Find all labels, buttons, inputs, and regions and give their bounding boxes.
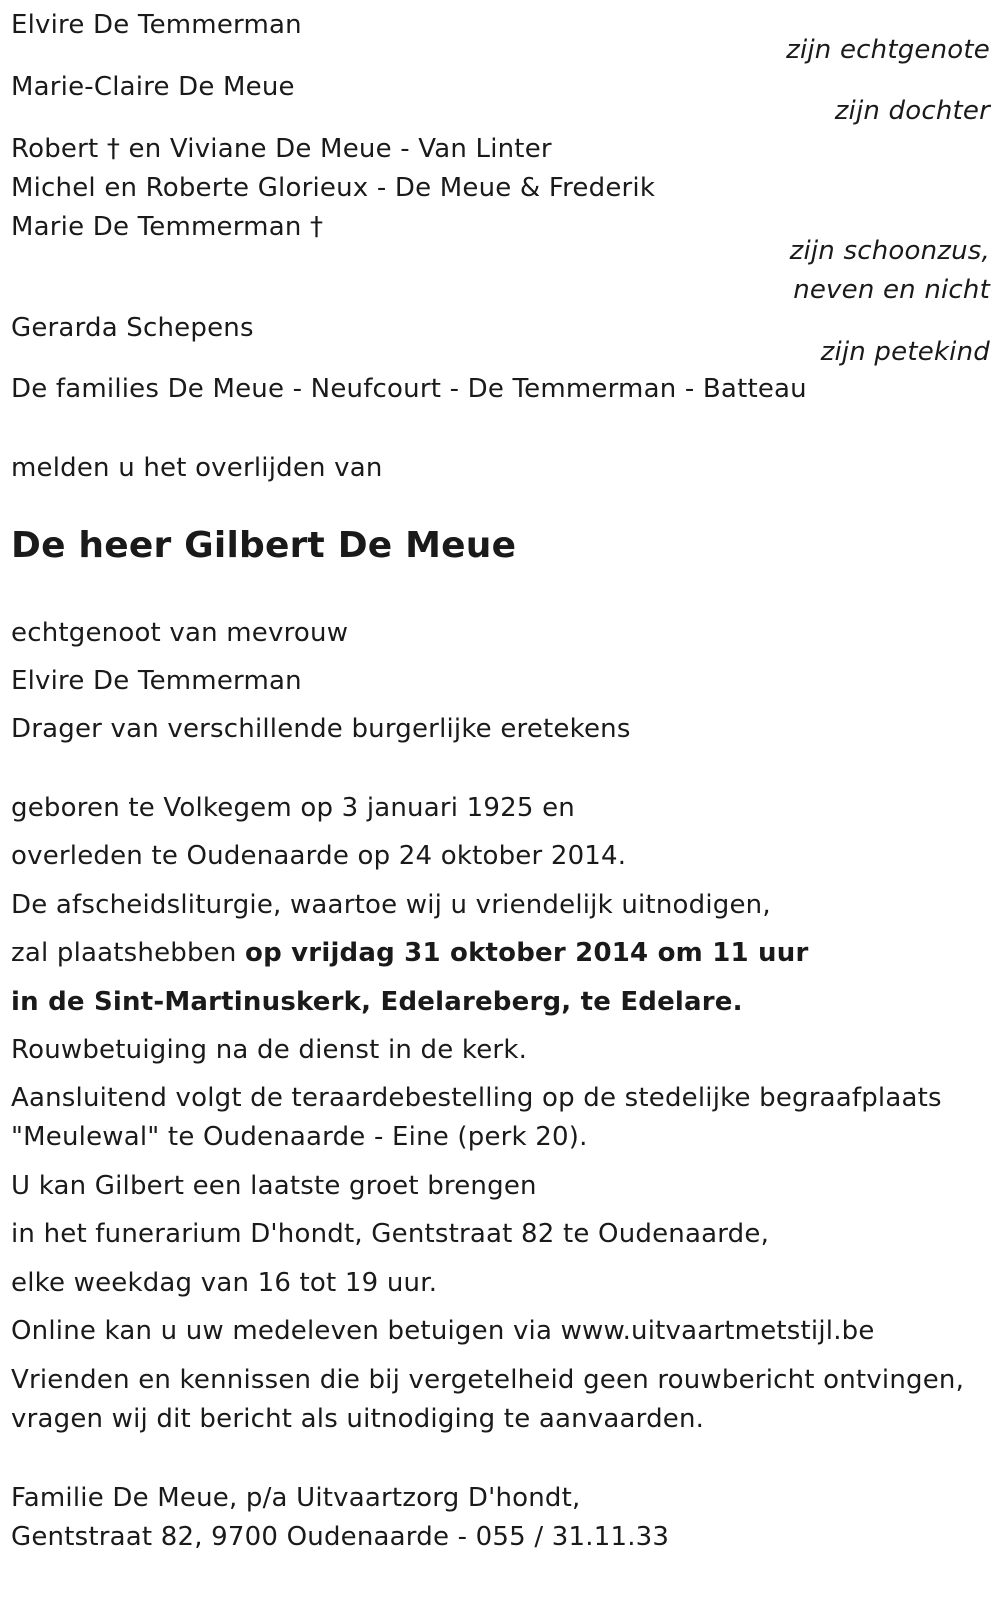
- detail-friends-2: vragen wij dit bericht als uitnodiging te aanvaarden.: [11, 1404, 705, 1434]
- detail-friends-1: Vrienden en kennissen die bij vergetelheid geen rouwbericht ontvingen,: [11, 1365, 965, 1395]
- detail-death: overleden te Oudenaarde op 24 oktober 2014.: [11, 841, 627, 871]
- detail-birth: geboren te Volkegem op 3 januari 1925 en: [11, 793, 575, 823]
- relation-spouse: zijn echtgenote: [786, 35, 990, 65]
- detail-burial-1: Aansluitend volgt de teraardebestelling op de stedelijke begraafplaats: [11, 1083, 942, 1113]
- family-line-michel: Michel en Roberte Glorieux - De Meue & Frederik: [11, 173, 656, 203]
- family-line-godchild: Gerarda Schepens: [11, 313, 254, 343]
- relation-daughter: zijn dochter: [834, 96, 990, 126]
- relation-godchild: zijn petekind: [820, 337, 990, 367]
- detail-date-line: [11, 940, 808, 966]
- contact-line-1: Familie De Meue, p/a Uitvaartzorg D'hondt,: [11, 1483, 581, 1513]
- bio-line-3: Drager van verschillende burgerlijke eretekens: [11, 714, 631, 744]
- announcement-text: melden u het overlijden van: [11, 453, 383, 483]
- detail-burial-2: "Meulewal" te Oudenaarde - Eine (perk 20).: [11, 1122, 588, 1152]
- family-line-daughter: Marie-Claire De Meue: [11, 72, 295, 102]
- deceased-name: De heer Gilbert De Meue: [11, 525, 517, 566]
- detail-condolences: Rouwbetuiging na de dienst in de kerk.: [11, 1035, 528, 1065]
- detail-liturgy: De afscheidsliturgie, waartoe wij u vriendelijk uitnodigen,: [11, 890, 771, 920]
- bio-line-2: Elvire De Temmerman: [11, 666, 302, 696]
- relation-inlaws-b: neven en nicht: [793, 275, 990, 305]
- family-line-families: De families De Meue - Neufcourt - De Temmerman - Batteau: [11, 374, 807, 404]
- detail-visit-1: U kan Gilbert een laatste groet brengen: [11, 1171, 537, 1201]
- bio-line-1: echtgenoot van mevrouw: [11, 618, 349, 648]
- detail-date-prefix: zal plaatshebben: [11, 938, 246, 968]
- detail-visit-3: elke weekdag van 16 tot 19 uur.: [11, 1268, 438, 1298]
- detail-date-bold: op vrijdag 31 oktober 2014 om 11 uur: [245, 938, 809, 968]
- detail-visit-2: in het funerarium D'hondt, Gentstraat 82 te Oudenaarde,: [11, 1219, 770, 1249]
- relation-inlaws-a: zijn schoonzus,: [789, 236, 990, 266]
- contact-line-2: Gentstraat 82, 9700 Oudenaarde - 055 / 31.11.33: [11, 1522, 670, 1552]
- family-line-marie: Marie De Temmerman †: [11, 212, 324, 242]
- family-line-robert: Robert † en Viviane De Meue - Van Linter: [11, 134, 552, 164]
- family-line-spouse: Elvire De Temmerman: [11, 10, 302, 40]
- detail-church: in de Sint-Martinuskerk, Edelareberg, te Edelare.: [11, 987, 743, 1017]
- detail-online: Online kan u uw medeleven betuigen via www.uitvaartmetstijl.be: [11, 1316, 875, 1346]
